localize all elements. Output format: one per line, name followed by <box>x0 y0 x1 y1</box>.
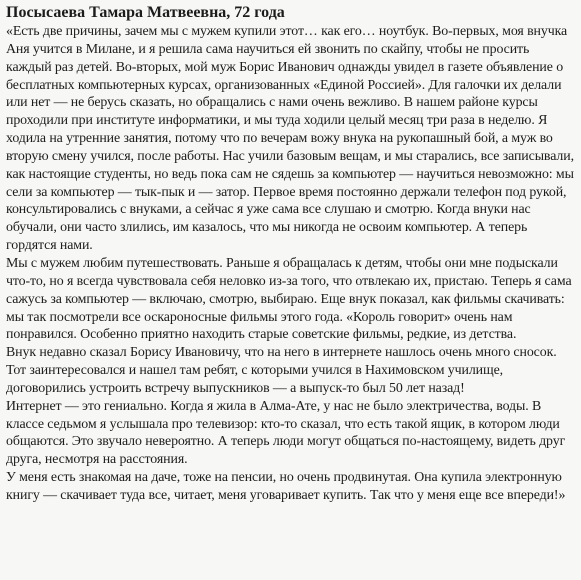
paragraph-3: Внук недавно сказал Борису Ивановичу, что на него в интернете нашлось очень много сноcок. Тот заинтересовался и нашел там ребят, с которыми учился в Нахимовском училище, договорились устроить встречу выпускников — а выпуск-то был 50 лет назад! <box>6 345 557 396</box>
paragraph-4: Интернет — это гениально. Когда я жила в Алма-Ате, у нас не было электричества, воды. В классе седьмом я услышала про телевизор: кто-то сказал, что есть такой ящик, в котором люди общаются. Это звучало невероятно. А теперь люди могут общаться по-настоящему, видеть друг друга, несмотря на расстояния. <box>6 398 566 468</box>
paragraph-2: Мы с мужем любим путешествовать. Раньше я обращалась к детям, чтобы они мне подыскали что-то, но я всегда чувствовала себя неловко из-за того, что отвлекаю их, пристаю. Теперь я сама сажусь за компьютер — включаю, смотрю, выбираю. Еще внук показал, как фильмы скачивать: мы так посмотрели все оскароносные фильмы этого года. «Король говорит» очень нам понравился. Особенно приятно находить старые советские фильмы, редкие, из детства. <box>6 255 572 343</box>
paragraph-5: У меня есть знакомая на даче, тоже на пенсии, но очень продвинутая. Она купила электронную книгу — скачивает туда все, читает, меня уговаривает купить. Так что у меня еще все впереди!» <box>6 470 566 503</box>
paragraph-1: «Есть две причины, зачем мы с мужем купили этот… как его… ноутбук. Во-первых, моя внучка Аня учится в Милане, и я решила сама научиться ей звонить по скайпу, чтобы не просить каждый раз детей. Во-вторых, мой муж Борис Иванович однажды увидел в газете объявление о бесплатных компьютерных курсах, организованных «Единой Россией». Для галочки их делали или нет — не берусь сказать, но обращались с нами очень вежливо. В нашем районе курсы проходили при институте информатики, и мы туда ходили целый месяц три раза в неделю. Я ходила на утренние занятия, потому что по вечерам вожу внука на рукопашный бой, а муж во вторую смену учился, после работы. Нас учили базовым вещам, и мы старались, все записывали, как настоящие студенты, но ведь пока сам не сядешь за компьютер — научиться невозможно: мы сели за компьютер — тык-пык и — затор. Первое время постоянно держали телефон под рукой, консультировались с внуками, а сейчас я уже сама все слушаю и смотрю. Когда внуки нас обучали, они часто злились, им казалось, что мы никогда не освоим компьютер. А теперь гордятся нами. <box>6 24 574 254</box>
article-title: Посысаева Тамара Матвеевна, 72 года <box>6 4 285 21</box>
